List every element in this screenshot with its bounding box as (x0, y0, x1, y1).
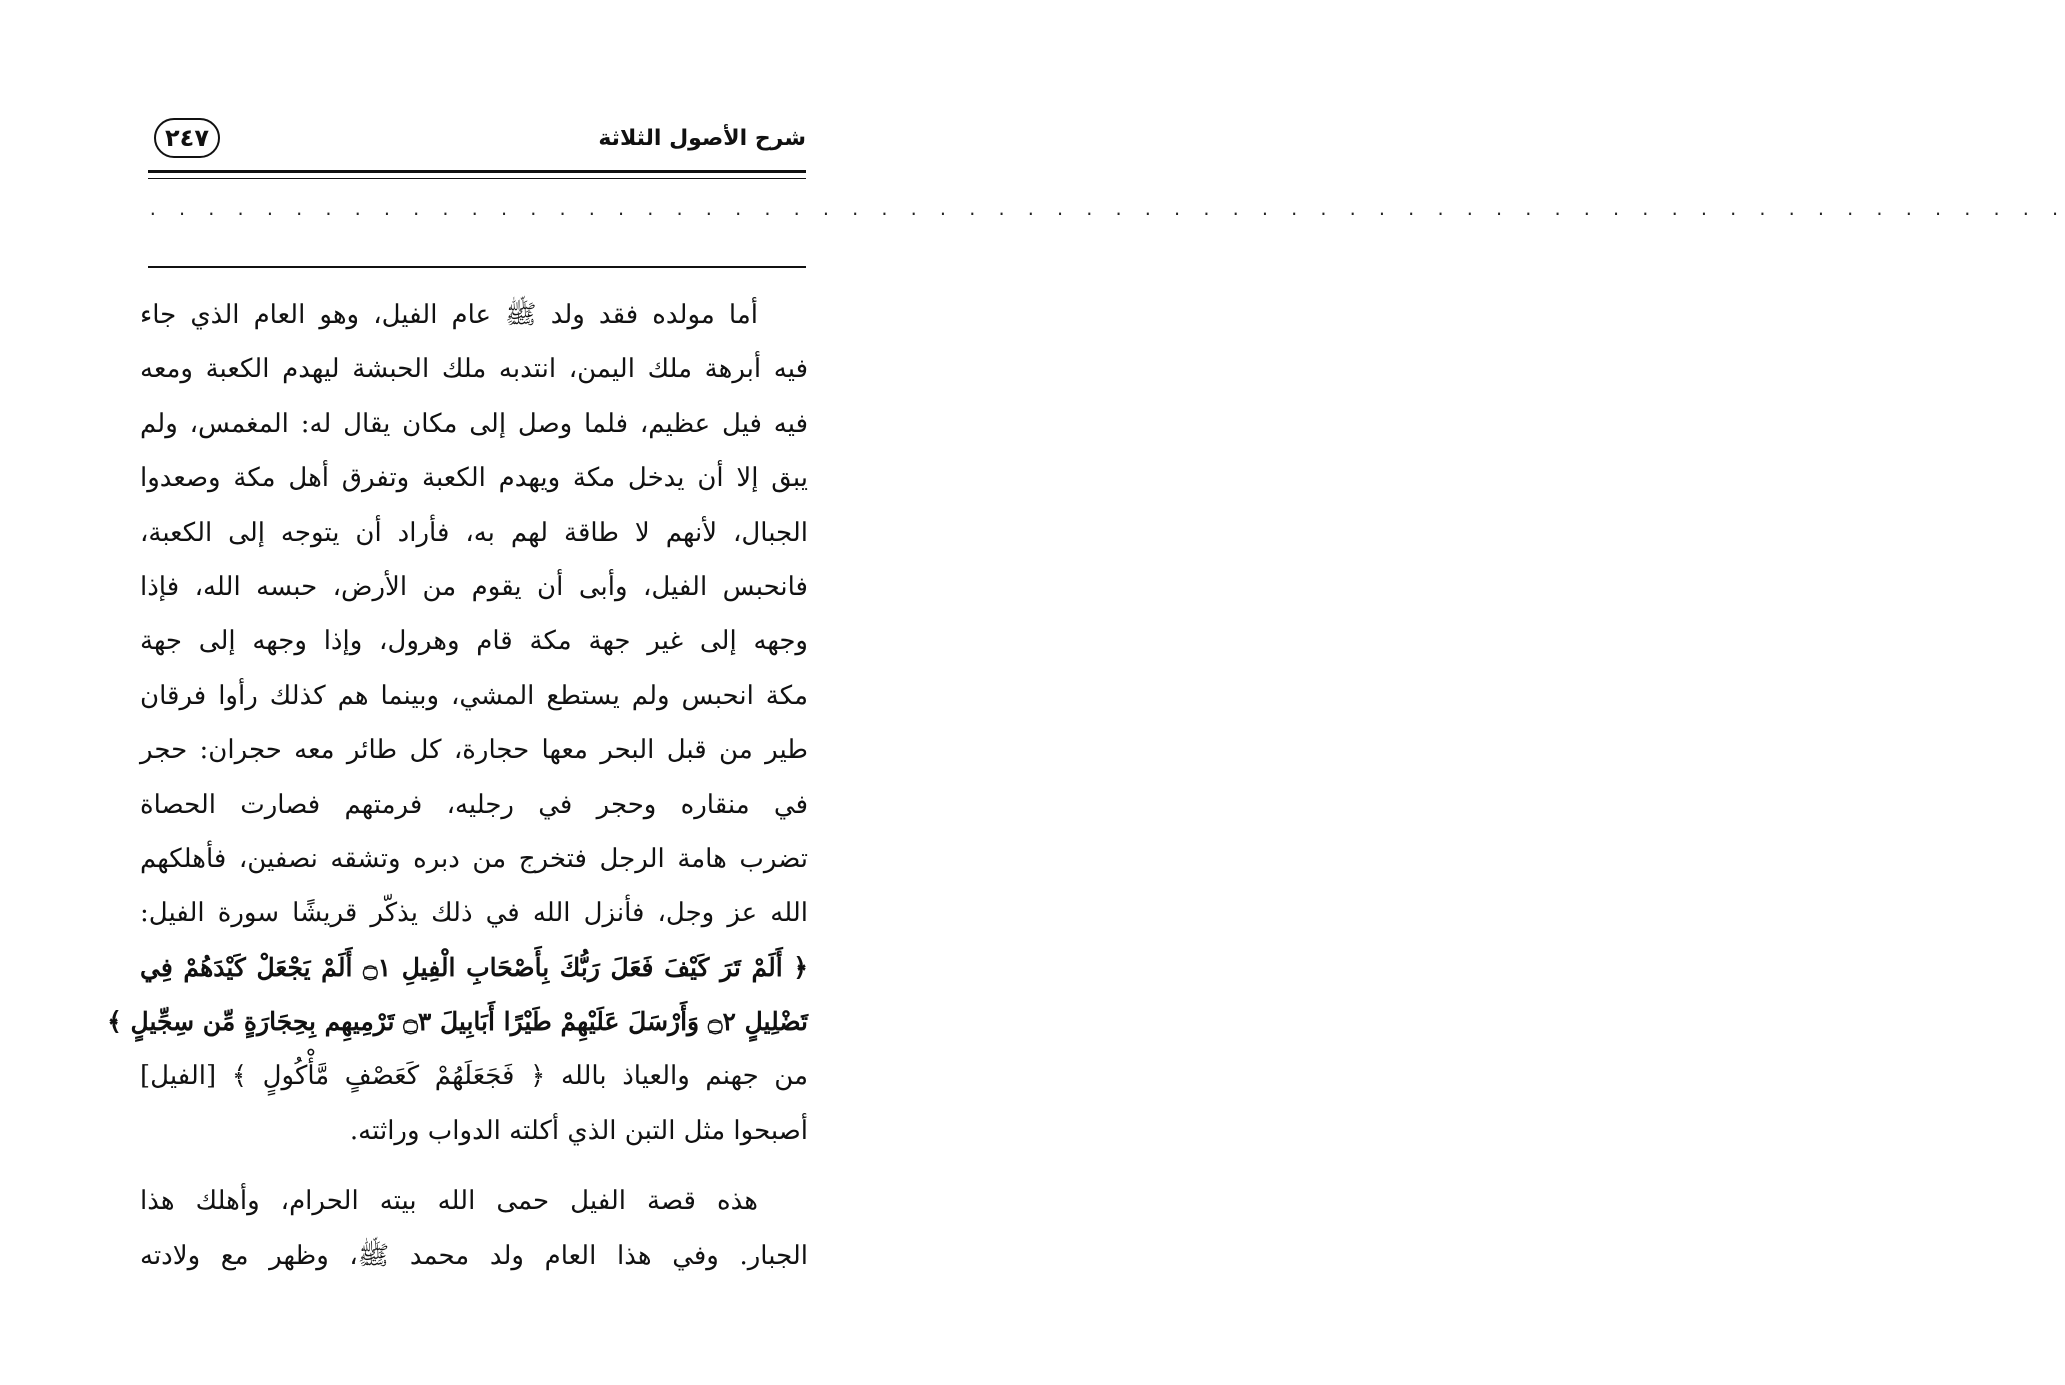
page-number: ٢٤٧ (154, 118, 220, 158)
book-title: شرح الأصول الثلاثة (598, 126, 806, 151)
text-line: فيه أبرهة ملك اليمن، انتدبه ملك الحبشة ليهدم الكعبة ومعه (140, 354, 808, 385)
header-rule-thick (148, 170, 806, 173)
text-line: مكة انحبس ولم يستطع المشي، وبينما هم كذلك رأوا فرقان (140, 680, 808, 711)
page-header (148, 118, 806, 168)
text-line: فيه فيل عظيم، فلما وصل إلى مكان يقال له: المغمس، ولم (140, 408, 808, 439)
text-line: في منقاره وحجر في رجليه، فرمتهم فصارت الحصاة (140, 789, 808, 820)
text-line: الجبال، لأنهم لا طاقة لهم به، فأراد أن يتوجه إلى الكعبة، (140, 517, 808, 548)
separator-rule (148, 266, 806, 268)
text-line: هذه قصة الفيل حمى الله بيته الحرام، وأهلك هذا (140, 1186, 758, 1217)
text-line: تضرب هامة الرجل فتخرج من دبره وتشقه نصفين، فأهلكهم (140, 843, 808, 874)
main-text (107, 288, 808, 1283)
text-line: فانحبس الفيل، وأبى أن يقوم من الأرض، حبسه الله، فإذا (140, 571, 808, 602)
text-line: من جهنم والعياذ بالله ﴿ فَجَعَلَهُمْ كَعَصْفٍ مَّأْكُولٍ ﴾ [الفيل] (140, 1061, 808, 1092)
text-line: أما مولده فقد ولد ﷺ عام الفيل، وهو العام الذي جاء (140, 300, 758, 330)
text-line: طير من قبل البحر معها حجارة، كل طائر معه حجران: حجر (140, 735, 808, 766)
quran-verse-line: تَضْلِيلٍ ۝٢ وَأَرْسَلَ عَلَيْهِمْ طَيْرًا أَبَابِيلَ ۝٣ تَرْمِيهِم بِحِجَارَةٍ مِّن سِجِّيلٍ ﴾ (107, 1007, 808, 1037)
text-line: يبق إلا أن يدخل مكة ويهدم الكعبة وتفرق أهل مكة وصعدوا (140, 463, 808, 494)
text-line: وجهه إلى غير جهة مكة قام وهرول، وإذا وجهه إلى جهة (140, 626, 808, 657)
text-line: الجبار. وفي هذا العام ولد محمد ﷺ، وظهر مع ولادته (140, 1240, 808, 1271)
ellipsis-dots: . . . . . . . . . . . . . . . . . . . . . . . . . . . . . . . . . . . . . . . . . . . . . . . . . . . . . . . . . . . . . . . . . . (148, 200, 2065, 219)
text-line: أصبحوا مثل التبن الذي أكلته الدواب وراثته. (349, 1115, 808, 1146)
text-line: الله عز وجل، فأنزل الله في ذلك يذكّر قريشًا سورة الفيل: (140, 898, 808, 929)
header-rule-thin (148, 178, 806, 179)
quran-verse-line: ﴿ أَلَمْ تَرَ كَيْفَ فَعَلَ رَبُّكَ بِأَصْحَابِ الْفِيلِ ۝١ أَلَمْ يَجْعَلْ كَيْدَهُمْ فِي (140, 952, 808, 982)
